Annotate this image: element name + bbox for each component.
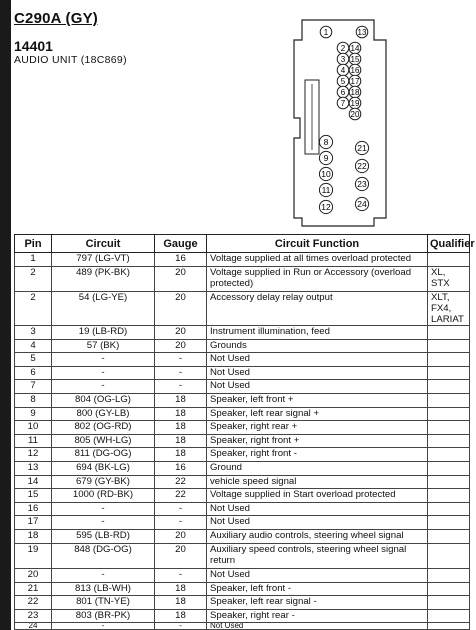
table-row: [15, 569, 470, 583]
cell-gauge: 18: [155, 596, 207, 610]
cell-function: Auxiliary speed controls, steering wheel signal return: [207, 543, 428, 569]
connector-pin: [349, 97, 361, 109]
connector-pin: [337, 42, 349, 54]
pinout-table-container: [14, 234, 475, 630]
cell-circuit: 19 (LB-RD): [52, 326, 155, 340]
cell-gauge: -: [155, 516, 207, 530]
cell-circuit: 797 (LG-VT): [52, 253, 155, 267]
cell-function: Speaker, left front +: [207, 394, 428, 408]
connector-pin-label: 17: [350, 77, 360, 86]
cell-circuit: 848 (DG-OG): [52, 543, 155, 569]
cell-qualifier: [428, 380, 470, 394]
cell-function: Speaker, left front -: [207, 582, 428, 596]
connector-pin: [319, 183, 332, 196]
cell-pin: 17: [15, 516, 52, 530]
cell-qualifier: [428, 407, 470, 421]
pinout-table: [14, 234, 475, 630]
cell-function: Voltage supplied in Start overload protected: [207, 489, 428, 503]
connector-pin-label: 9: [323, 153, 329, 163]
cell-pin: 23: [15, 609, 52, 623]
header-qualifier: Qualifier: [428, 235, 470, 253]
cell-circuit: -: [52, 569, 155, 583]
cell-pin: 6: [15, 366, 52, 380]
connector-pin-label: 18: [350, 88, 360, 97]
cell-pin: 9: [15, 407, 52, 421]
cell-gauge: 18: [155, 448, 207, 462]
table-row: [15, 292, 470, 326]
component-description: AUDIO UNIT (18C869): [14, 54, 127, 66]
cell-gauge: 16: [155, 462, 207, 476]
cell-qualifier: [428, 353, 470, 367]
page-edge-bar: [0, 0, 11, 630]
connector-pin-label: 12: [321, 202, 331, 212]
connector-pin: [320, 26, 332, 38]
cell-qualifier: [428, 475, 470, 489]
cell-function: Speaker, right front +: [207, 434, 428, 448]
cell-gauge: 18: [155, 434, 207, 448]
cell-circuit: 1000 (RD-BK): [52, 489, 155, 503]
cell-gauge: -: [155, 380, 207, 394]
cell-function: Voltage supplied in Run or Accessory (overload protected): [207, 266, 428, 292]
table-row: [15, 623, 470, 630]
cell-gauge: 20: [155, 326, 207, 340]
connector-title: C290A (GY): [14, 10, 98, 27]
table-row: [15, 582, 470, 596]
table-row: [15, 253, 470, 267]
connector-pin-label: 23: [357, 179, 367, 189]
connector-pin-label: 20: [350, 110, 360, 119]
connector-pin-label: 14: [350, 44, 360, 53]
connector-pin: [355, 177, 368, 190]
cell-pin: 2: [15, 266, 52, 292]
connector-pin: [349, 86, 361, 98]
header-circuit-function: Circuit Function: [207, 235, 428, 253]
cell-function: Not Used: [207, 380, 428, 394]
cell-pin: 8: [15, 394, 52, 408]
connector-pin: [319, 200, 332, 213]
cell-qualifier: [428, 448, 470, 462]
cell-pin: 18: [15, 530, 52, 544]
connector-pin-label: 19: [350, 99, 360, 108]
cell-qualifier: [428, 434, 470, 448]
cell-qualifier: [428, 502, 470, 516]
cell-pin: 19: [15, 543, 52, 569]
table-row: [15, 502, 470, 516]
cell-pin: 22: [15, 596, 52, 610]
cell-circuit: 679 (GY-BK): [52, 475, 155, 489]
table-row: [15, 421, 470, 435]
cell-circuit: 802 (OG-RD): [52, 421, 155, 435]
cell-qualifier: [428, 366, 470, 380]
table-row: [15, 516, 470, 530]
cell-function: Not Used: [207, 366, 428, 380]
table-row: [15, 266, 470, 292]
cell-gauge: 18: [155, 394, 207, 408]
cell-qualifier: [428, 462, 470, 476]
cell-gauge: 18: [155, 421, 207, 435]
connector-pin-label: 7: [340, 99, 346, 108]
cell-qualifier: [428, 421, 470, 435]
connector-pin: [349, 64, 361, 76]
cell-gauge: -: [155, 353, 207, 367]
cell-circuit: -: [52, 353, 155, 367]
connector-pin: [319, 135, 332, 148]
cell-function: Instrument illumination, feed: [207, 326, 428, 340]
cell-function: Accessory delay relay output: [207, 292, 428, 326]
cell-function: Auxiliary audio controls, steering wheel signal: [207, 530, 428, 544]
table-row: [15, 609, 470, 623]
table-row: [15, 394, 470, 408]
cell-function: vehicle speed signal: [207, 475, 428, 489]
cell-circuit: 804 (OG-LG): [52, 394, 155, 408]
cell-gauge: 20: [155, 292, 207, 326]
connector-pin-label: 24: [357, 199, 367, 209]
connector-pin: [355, 141, 368, 154]
cell-pin: 15: [15, 489, 52, 503]
cell-qualifier: [428, 543, 470, 569]
cell-circuit: -: [52, 516, 155, 530]
connector-pin: [356, 26, 368, 38]
connector-pin-label: 4: [340, 66, 346, 75]
cell-qualifier: [428, 253, 470, 267]
cell-function: Speaker, left rear signal +: [207, 407, 428, 421]
cell-pin: 24: [15, 623, 52, 630]
cell-qualifier: [428, 339, 470, 353]
table-row: [15, 353, 470, 367]
cell-function: Speaker, right rear +: [207, 421, 428, 435]
cell-circuit: 811 (DG-OG): [52, 448, 155, 462]
cell-gauge: 18: [155, 609, 207, 623]
table-row: [15, 448, 470, 462]
connector-pin-label: 22: [357, 161, 367, 171]
table-row: [15, 462, 470, 476]
cell-pin: 10: [15, 421, 52, 435]
connector-pin-label: 2: [340, 44, 346, 53]
connector-pin: [337, 53, 349, 65]
cell-function: Speaker, right front -: [207, 448, 428, 462]
header-pin: Pin: [15, 235, 52, 253]
connector-face-diagram: [290, 18, 394, 228]
header-gauge: Gauge: [155, 235, 207, 253]
cell-qualifier: XLT, FX4, LARIAT: [428, 292, 470, 326]
part-number: 14401: [14, 38, 53, 54]
cell-qualifier: [428, 623, 470, 630]
cell-qualifier: [428, 609, 470, 623]
cell-pin: 4: [15, 339, 52, 353]
cell-function: Voltage supplied at all times overload protected: [207, 253, 428, 267]
cell-pin: 12: [15, 448, 52, 462]
cell-function: Speaker, right rear -: [207, 609, 428, 623]
cell-pin: 3: [15, 326, 52, 340]
cell-circuit: -: [52, 380, 155, 394]
cell-circuit: 54 (LG-YE): [52, 292, 155, 326]
cell-circuit: 805 (WH-LG): [52, 434, 155, 448]
cell-qualifier: [428, 530, 470, 544]
connector-pin-label: 5: [340, 77, 346, 86]
cell-circuit: 694 (BK-LG): [52, 462, 155, 476]
connector-pin-label: 21: [357, 143, 367, 153]
cell-qualifier: [428, 569, 470, 583]
cell-gauge: 20: [155, 543, 207, 569]
table-row: [15, 407, 470, 421]
cell-gauge: -: [155, 502, 207, 516]
cell-pin: 5: [15, 353, 52, 367]
connector-pin: [319, 151, 332, 164]
cell-pin: 1: [15, 253, 52, 267]
table-row: [15, 489, 470, 503]
connector-pin: [337, 97, 349, 109]
cell-circuit: -: [52, 366, 155, 380]
connector-pin: [319, 167, 332, 180]
cell-function: Not Used: [207, 502, 428, 516]
cell-qualifier: XL, STX: [428, 266, 470, 292]
connector-pin-label: 11: [321, 185, 331, 195]
connector-pin-label: 3: [340, 55, 346, 64]
header-circuit: Circuit: [52, 235, 155, 253]
cell-circuit: 803 (BR-PK): [52, 609, 155, 623]
cell-gauge: -: [155, 569, 207, 583]
cell-qualifier: [428, 489, 470, 503]
connector-pin: [355, 159, 368, 172]
cell-gauge: 16: [155, 253, 207, 267]
cell-pin: 14: [15, 475, 52, 489]
connector-pin-label: 16: [350, 66, 360, 75]
connector-pin: [337, 75, 349, 87]
connector-pin: [349, 42, 361, 54]
connector-pin-label: 6: [340, 88, 346, 97]
connector-pin: [355, 197, 368, 210]
cell-circuit: 800 (GY-LB): [52, 407, 155, 421]
cell-pin: 13: [15, 462, 52, 476]
connector-pin: [337, 86, 349, 98]
cell-function: Grounds: [207, 339, 428, 353]
cell-qualifier: [428, 394, 470, 408]
table-row: [15, 475, 470, 489]
cell-gauge: 20: [155, 530, 207, 544]
table-row: [15, 434, 470, 448]
connector-pin-label: 8: [323, 137, 329, 147]
cell-circuit: 57 (BK): [52, 339, 155, 353]
connector-pin: [349, 75, 361, 87]
cell-circuit: -: [52, 623, 155, 630]
cell-pin: 16: [15, 502, 52, 516]
table-row: [15, 366, 470, 380]
cell-gauge: -: [155, 623, 207, 630]
cell-pin: 21: [15, 582, 52, 596]
connector-pin: [349, 108, 361, 120]
cell-function: Not Used: [207, 569, 428, 583]
cell-gauge: 20: [155, 266, 207, 292]
cell-gauge: 18: [155, 582, 207, 596]
cell-gauge: 22: [155, 489, 207, 503]
connector-pin-label: 10: [321, 169, 331, 179]
cell-function: Not Used: [207, 623, 428, 630]
cell-circuit: 813 (LB-WH): [52, 582, 155, 596]
cell-pin: 2: [15, 292, 52, 326]
connector-pin-label: 1: [323, 28, 329, 37]
cell-circuit: 801 (TN-YE): [52, 596, 155, 610]
table-row: [15, 339, 470, 353]
cell-gauge: 18: [155, 407, 207, 421]
cell-qualifier: [428, 516, 470, 530]
cell-function: Not Used: [207, 353, 428, 367]
connector-pin: [349, 53, 361, 65]
table-row: [15, 326, 470, 340]
cell-gauge: 20: [155, 339, 207, 353]
cell-pin: 20: [15, 569, 52, 583]
cell-qualifier: [428, 582, 470, 596]
cell-gauge: -: [155, 366, 207, 380]
cell-circuit: -: [52, 502, 155, 516]
cell-circuit: 595 (LB-RD): [52, 530, 155, 544]
table-row: [15, 530, 470, 544]
cell-function: Speaker, left rear signal -: [207, 596, 428, 610]
cell-qualifier: [428, 596, 470, 610]
cell-pin: 11: [15, 434, 52, 448]
connector-pin: [337, 64, 349, 76]
table-row: [15, 380, 470, 394]
cell-pin: 7: [15, 380, 52, 394]
cell-gauge: 22: [155, 475, 207, 489]
cell-function: Ground: [207, 462, 428, 476]
connector-pin-label: 15: [350, 55, 360, 64]
cell-circuit: 489 (PK-BK): [52, 266, 155, 292]
table-row: [15, 543, 470, 569]
cell-qualifier: [428, 326, 470, 340]
table-row: [15, 596, 470, 610]
connector-pin-label: 13: [357, 28, 367, 37]
cell-function: Not Used: [207, 516, 428, 530]
table-header-row: [15, 235, 470, 253]
